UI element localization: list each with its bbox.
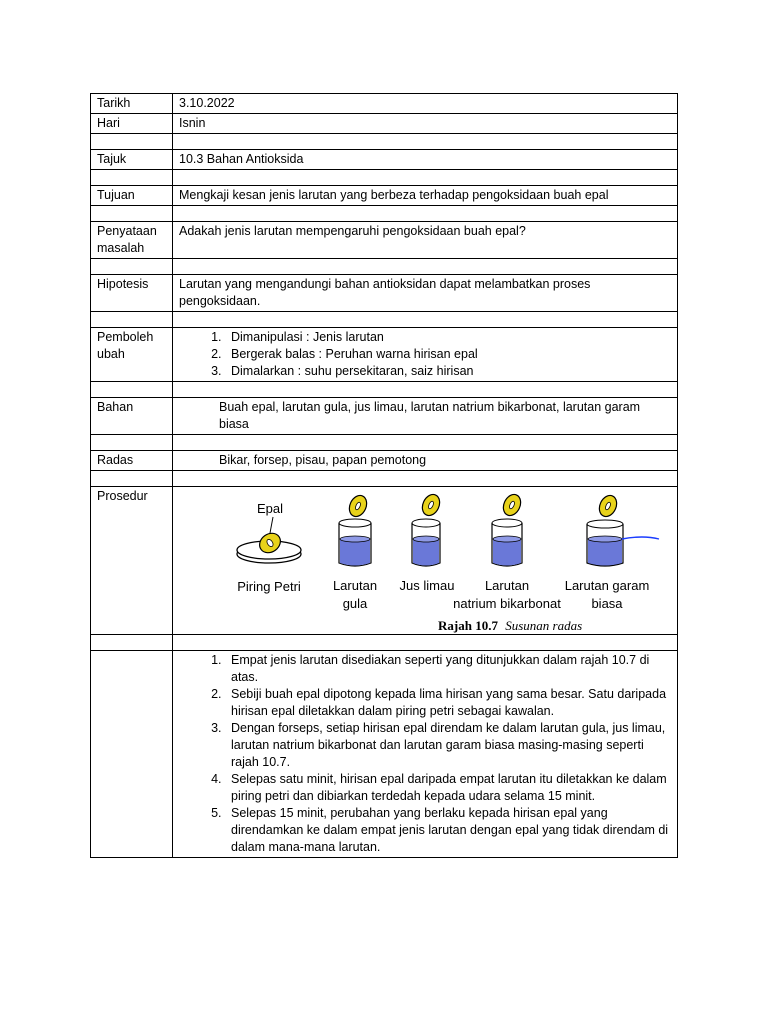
row-tarikh [91,94,678,114]
label-pemboleh: Pemboleh ubah [91,328,173,382]
row-steps [91,651,678,858]
row-hari [91,114,678,134]
petri-dish [237,517,301,563]
natrium-label-2: natrium bikarbonat [453,596,561,611]
value-penyataan: Adakah jenis larutan mempengaruhi pengoksidaan buah epal? [173,222,678,259]
value-tarikh: 3.10.2022 [173,94,678,114]
value-tajuk: 10.3 Bahan Antioksida [173,150,678,170]
list-item: 2. Sebiji buah epal dipotong kepada lima hirisan yang sama besar. Satu daripada hirisan epal diletakkan dalam piring petri sebagai kawalan. [225,686,671,720]
jus-limau-label: Jus limau [399,578,455,593]
lab-report-table [90,93,678,858]
row-pemboleh [91,328,678,382]
list-item: 3. Dengan forseps, setiap hirisan epal direndam ke dalam larutan gula, jus limau, larutan natrium bikarbonat dan larutan garam biasa masing-masing seperti rajah 10.7. [225,720,671,771]
spacer-row [91,206,678,222]
label-prosedur: Prosedur [91,487,173,635]
spacer-row [91,312,678,328]
natrium-label-1: Larutan [484,578,530,593]
caption-title: Susunan radas [505,618,583,633]
label-hari: Hari [91,114,173,134]
larutan-gula-label-1: Larutan [332,578,378,593]
value-steps [173,651,678,858]
label-hipotesis: Hipotesis [91,275,173,312]
label-steps-empty [91,651,173,858]
value-pemboleh [173,328,678,382]
variables-list [179,329,671,380]
spacer-row [91,471,678,487]
garam-label-1: Larutan garam [564,578,650,593]
beaker-garam-biasa [587,493,659,566]
figure-caption [438,618,582,633]
list-item: 1. Empat jenis larutan disediakan seperti yang ditunjukkan dalam rajah 10.7 di atas. [225,652,671,686]
piring-petri-label: Piring Petri [237,579,301,594]
value-hari: Isnin [173,114,678,134]
value-tujuan: Mengkaji kesan jenis larutan yang berbeza terhadap pengoksidaan buah epal [173,186,678,206]
spacer-row [91,382,678,398]
epal-label: Epal [256,501,284,516]
label-bahan: Bahan [91,398,173,435]
row-radas [91,451,678,471]
list-item: 1. Dimanipulasi : Jenis larutan [225,329,671,346]
list-item: 4. Selepas satu minit, hirisan epal daripada empat larutan itu diletakkan ke dalam piring petri dan dibiarkan terdedah kepada udara selama 15 minit. [225,771,671,805]
row-penyataan [91,222,678,259]
caption-number: Rajah 10.7 [438,618,498,633]
list-item: 5. Selepas 15 minit, perubahan yang berlaku kepada hirisan epal yang direndamkan ke dalam empat jenis larutan dengan epal yang tidak direndam di dalam mana-mana larutan. [225,805,671,856]
label-tarikh: Tarikh [91,94,173,114]
value-radas: Bikar, forsep, pisau, papan pemotong [173,451,678,471]
beaker-gula [339,493,371,566]
spacer-row [91,635,678,651]
procedure-steps [179,652,671,856]
spacer-row [91,435,678,451]
apparatus-diagram [223,487,675,634]
list-item: 2. Bergerak balas : Peruhan warna hirisan epal [225,346,671,363]
spacer-row [91,170,678,186]
beaker-jus-limau [412,492,443,566]
garam-label-2: biasa [591,596,623,611]
row-bahan [91,398,678,435]
value-bahan: Buah epal, larutan gula, jus limau, larutan natrium bikarbonat, larutan garam biasa [173,398,678,435]
spacer-row [91,134,678,150]
row-prosedur [91,487,678,635]
label-radas: Radas [91,451,173,471]
list-item: 3. Dimalarkan : suhu persekitaran, saiz hirisan [225,363,671,380]
label-tujuan: Tujuan [91,186,173,206]
apparatus-figure [173,487,678,635]
spacer-row [91,259,678,275]
larutan-gula-label-2: gula [342,596,368,611]
beaker-natrium-bikarbonat [492,492,524,566]
row-tujuan [91,186,678,206]
label-tajuk: Tajuk [91,150,173,170]
label-penyataan: Penyataan masalah [91,222,173,259]
value-hipotesis: Larutan yang mengandungi bahan antioksidan dapat melambatkan proses pengoksidaan. [173,275,678,312]
row-hipotesis [91,275,678,312]
row-tajuk [91,150,678,170]
